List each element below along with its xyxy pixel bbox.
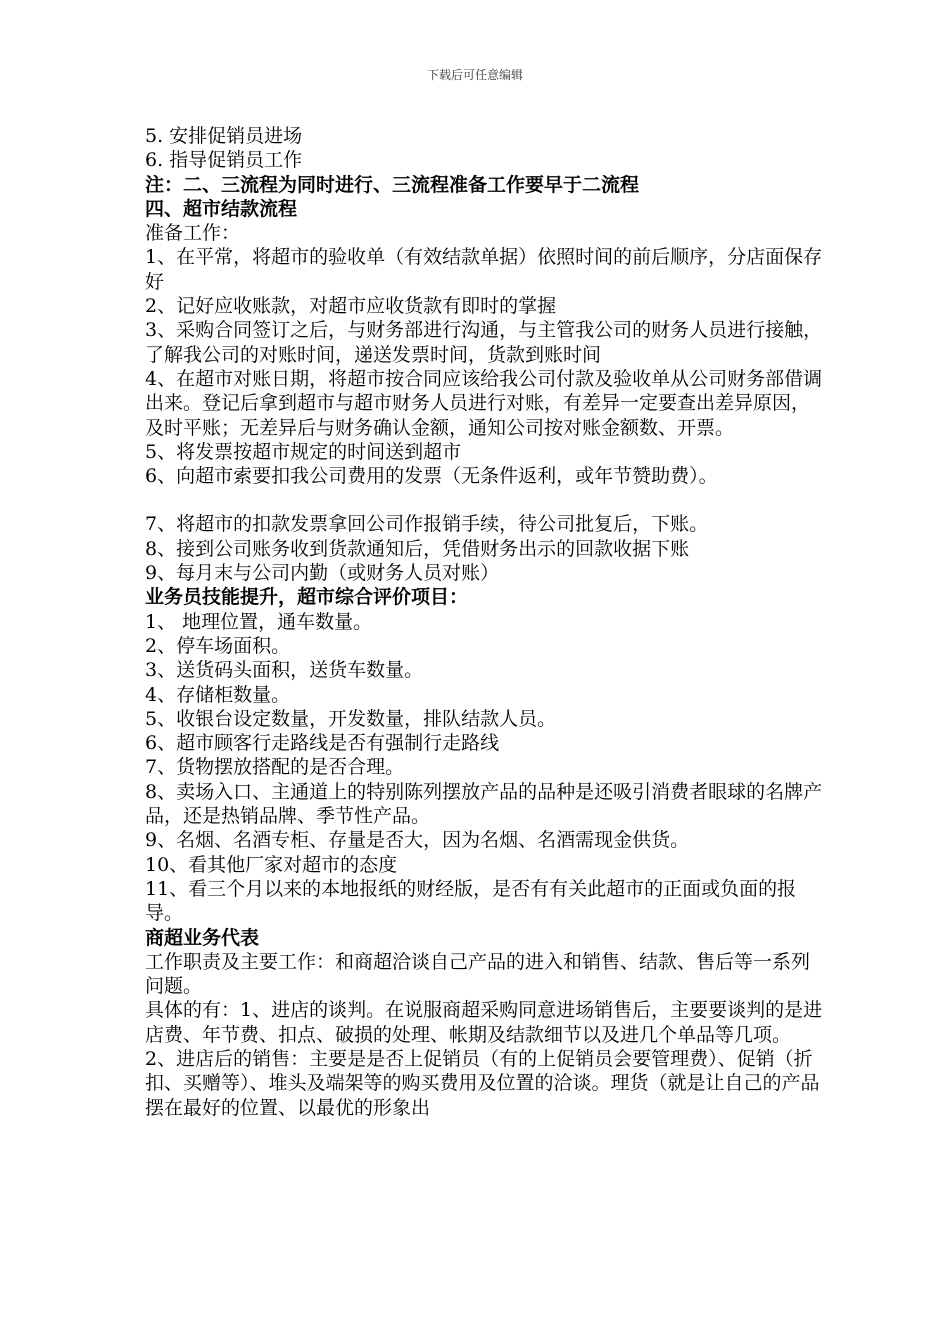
list-item: 11、看三个月以来的本地报纸的财经版，是否有有关此超市的正面或负面的报导。 xyxy=(145,877,797,925)
list-item: 4、存储柜数量。 xyxy=(145,683,291,706)
list-item: 3、采购合同签订之后，与财务部进行沟通，与主管我公司的财务人员进行接触，了解我公司的对账时间，递送发票时间，货款到账时间 xyxy=(145,319,823,366)
list-item: 10、看其他厂家对超市的态度 xyxy=(145,853,398,876)
list-item: 4、在超市对账日期，将超市按合同应该给我公司付款及验收单从公司财务部借调出来。登记后拿到超市与超市财务人员进行对账，有差异一定要查出差异原因，及时平账；无差异后与财务确认金额，通知公司按对账金额数、开票。 xyxy=(145,367,823,439)
line-1: 5. 安排促销员进场 xyxy=(145,125,303,147)
list-item: 5、将发票按超市规定的时间送到超市 xyxy=(145,440,462,463)
blank-line xyxy=(145,488,825,512)
list-item: 2、停车场面积。 xyxy=(145,634,291,657)
list-item: 9、名烟、名酒专柜、存量是否大，因为名烟、名酒需现金供货。 xyxy=(145,829,690,852)
list-item: 7、货物摆放搭配的是否合理。 xyxy=(145,756,405,779)
paragraph: 具体的有：1、进店的谈判。在说服商超采购同意进场销售后，主要要谈判的是进店费、年节费、扣点、破损的处理、帐期及结款细节以及进几个单品等几项。 xyxy=(145,999,823,1046)
list-item: 6、超市顾客行走路线是否有强制行走路线 xyxy=(145,732,500,755)
list-item: 8、卖场入口、主通道上的特别陈列摆放产品的品种是还吸引消费者眼球的名牌产品，还是热销品牌、季节性产品。 xyxy=(145,780,823,828)
section-heading-evaluation: 业务员技能提升，超市综合评价项目： xyxy=(145,586,469,609)
list-item: 3、送货码头面积，送货车数量。 xyxy=(145,659,424,682)
list-item: 7、将超市的扣款发票拿回公司作报销手续，待公司批复后，下账。 xyxy=(145,513,709,536)
paragraph: 工作职责及主要工作：和商超洽谈自己产品的进入和销售、结款、售后等一系列问题。 xyxy=(145,950,811,998)
section-heading-rep: 商超业务代表 xyxy=(145,926,260,949)
line-2: 6. 指导促销员工作 xyxy=(145,149,303,172)
list-item: 2、记好应收账款，对超市应收货款有即时的掌握 xyxy=(145,295,557,318)
list-item: 6、向超市索要扣我公司费用的发票（无条件返利，或年节赞助费）。 xyxy=(145,465,718,488)
document-body xyxy=(145,124,825,1120)
list-item: 9、每月末与公司内勤（或财务人员对账） xyxy=(145,562,500,585)
list-item: 1、 地理位置，通车数量。 xyxy=(145,610,373,633)
section-heading-settlement: 四、超市结款流程 xyxy=(145,197,298,220)
list-item: 5、收银台设定数量，开发数量，排队结款人员。 xyxy=(145,707,557,730)
line-prep: 准备工作： xyxy=(145,222,241,245)
list-item: 8、接到公司账务收到货款通知后，凭借财务出示的回款收据下账 xyxy=(145,537,690,560)
page-header: 下载后可任意编辑 xyxy=(426,68,523,82)
paragraph: 2、进店后的销售：主要是是否上促销员（有的上促销员会要管理费）、促销（折扣、买赠等）、堆头及端架等的购买费用及位置的洽谈。理货（就是让自己的产品摆在最好的位置、以最优的形象出 xyxy=(145,1047,820,1119)
list-item: 1、在平常，将超市的验收单（有效结款单据）依照时间的前后顺序，分店面保存好 xyxy=(145,246,823,293)
note-heading: 注：二、三流程为同时进行、三流程准备工作要早于二流程 xyxy=(145,173,640,196)
